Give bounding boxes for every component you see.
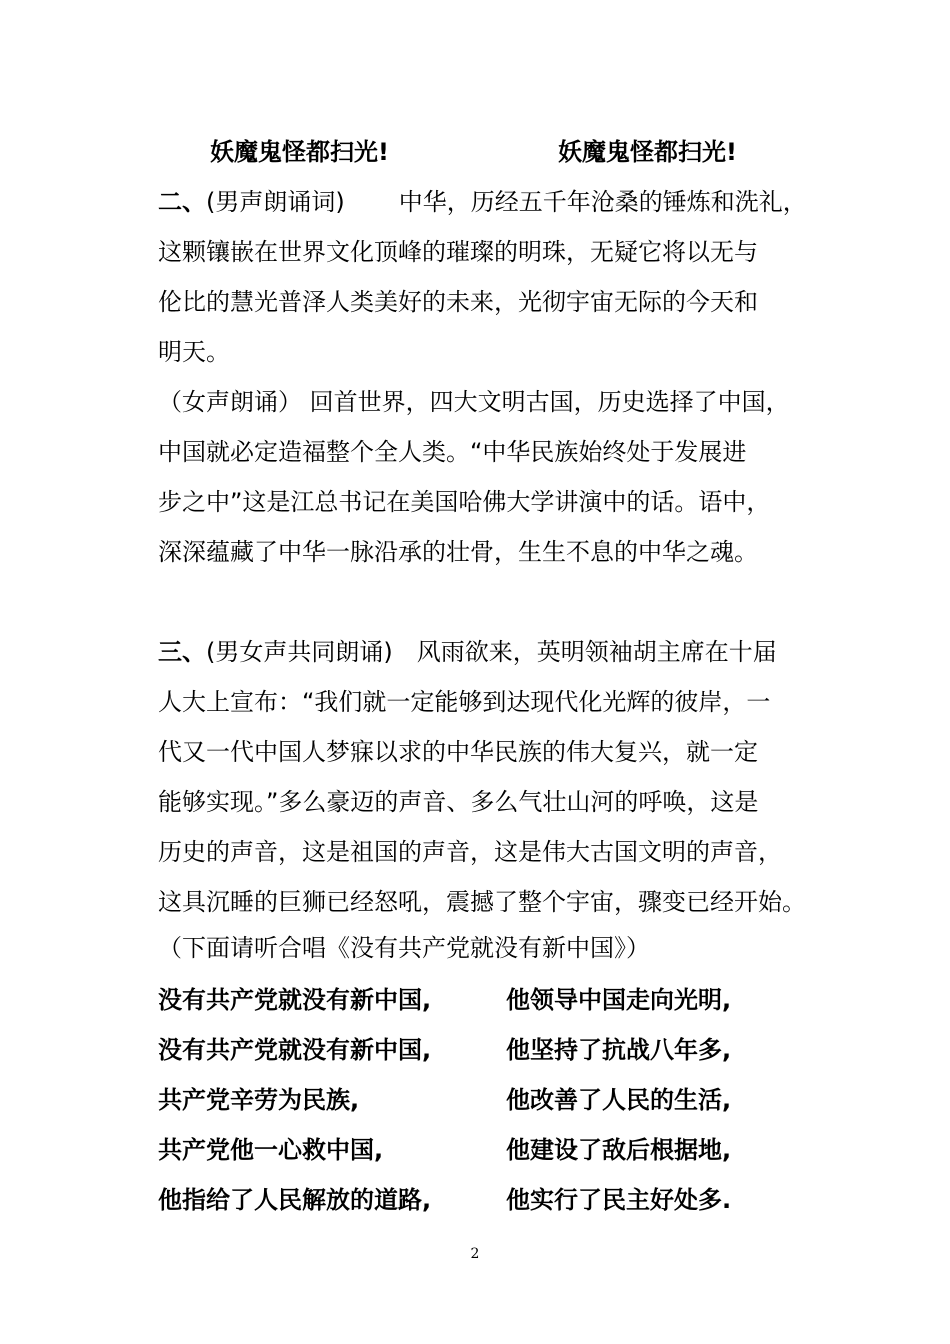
section2-female-line: 深深蕴藏了中华一脉沿承的壮骨，生生不息的中华之魂。 xyxy=(158,538,758,566)
lyric-line-top-right: 妖魔鬼怪都扫光! xyxy=(558,138,737,166)
section2-line: 这颗镶嵌在世界文化顶峰的璀璨的明珠，无疑它将以无与 xyxy=(158,238,758,266)
section3-role: (男女声共同朗诵) xyxy=(206,638,393,666)
section2-female-line: 中国就必定造福整个全人类。“中华民族始终处于发展进 xyxy=(158,438,747,466)
page-number: 2 xyxy=(470,1246,480,1262)
section3-line: 代又一代中国人梦寐以求的中华民族的伟大复兴，就一定 xyxy=(158,738,758,766)
lyric-right: 他建设了敌后根据地, xyxy=(506,1136,732,1164)
section2-role: (男声朗诵词) xyxy=(206,188,345,216)
lyric-line-top-left: 妖魔鬼怪都扫光! xyxy=(210,138,389,166)
lyric-right: 他领导中国走向光明, xyxy=(506,986,732,1014)
lyric-left: 共产党他一心救中国, xyxy=(158,1136,384,1164)
section2-marker: 二、 xyxy=(158,188,206,216)
lyric-left: 没有共产党就没有新中国, xyxy=(158,986,432,1014)
lyric-left: 他指给了人民解放的道路, xyxy=(158,1186,432,1214)
section2-line: 中华，历经五千年沧桑的锤炼和洗礼， xyxy=(398,188,807,216)
section3-first-line xyxy=(158,636,777,668)
section3-line: 这具沉睡的巨狮已经怒吼，震撼了整个宇宙，骤变已经开始。 xyxy=(158,888,806,916)
lyric-left: 没有共产党就没有新中国, xyxy=(158,1036,432,1064)
lyric-right: 他改善了人民的生活, xyxy=(506,1086,732,1114)
section2-female-line: 步之中”这是江总书记在美国哈佛大学讲演中的话。语中， xyxy=(158,488,771,516)
section2-first-line xyxy=(158,186,807,218)
section2-line: 伦比的慧光普泽人类美好的未来，光彻宇宙无际的今天和 xyxy=(158,288,758,316)
section3-line: 历史的声音，这是祖国的声音，这是伟大古国文明的声音， xyxy=(158,838,782,866)
section3-line: 能够实现。”多么豪迈的声音、多么气壮山河的呼唤，这是 xyxy=(158,788,759,816)
lyric-right: 他坚持了抗战八年多, xyxy=(506,1036,732,1064)
section3-first: 风雨欲来，英明领袖胡主席在十届 xyxy=(416,638,777,666)
section3-marker: 三、 xyxy=(158,638,206,666)
lyric-right: 他实行了民主好处多. xyxy=(506,1186,732,1214)
section2-female-line: （女声朗诵） 回首世界，四大文明古国，历史选择了中国， xyxy=(158,388,790,416)
lyric-left: 共产党辛劳为民族, xyxy=(158,1086,360,1114)
section3-line: （下面请听合唱《没有共产党就没有新中国》） xyxy=(158,934,650,962)
section2-line: 明天。 xyxy=(158,338,230,366)
section3-line: 人大上宣布：“我们就一定能够到达现代化光辉的彼岸，一 xyxy=(158,688,771,716)
